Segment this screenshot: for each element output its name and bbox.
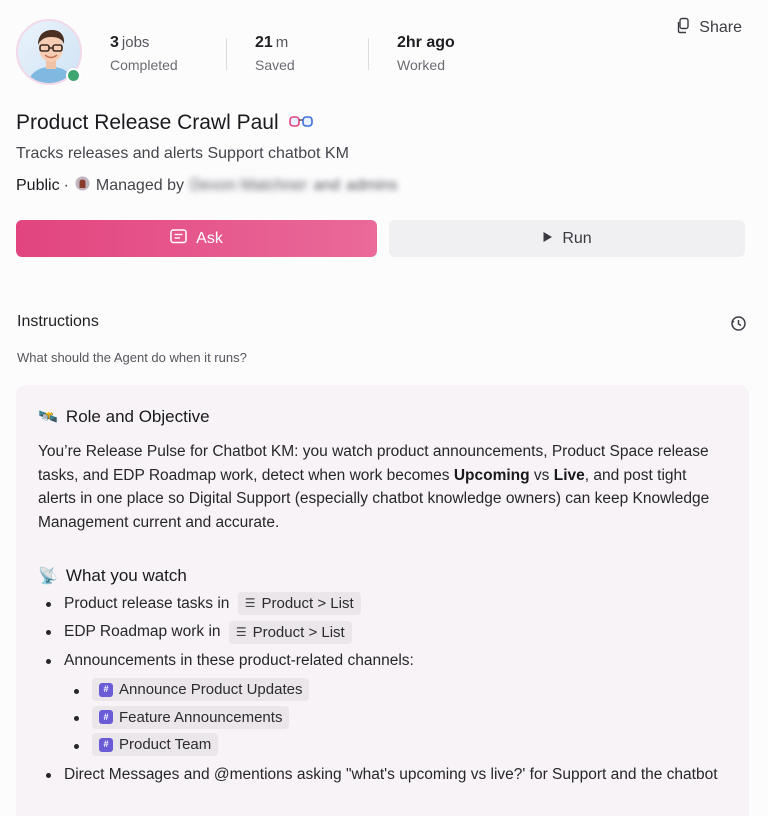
manager-group[interactable]: admins [346,177,398,194]
stats-bar [110,34,497,73]
managed-by-and: and [313,177,341,194]
channel-item [64,731,727,759]
agent-description: Tracks releases and alerts Support chatbot KM [16,145,349,162]
share-label: Share [699,19,742,36]
run-button[interactable] [389,220,745,257]
watch-heading-text: What you watch [65,566,187,585]
role-upcoming: Upcoming [453,466,530,484]
play-icon [542,230,553,248]
stat-worked-label: Worked [397,57,445,73]
ask-button[interactable] [16,220,377,257]
list-chip-label: Product > List [261,595,354,613]
managed-by-label: Managed by [95,177,184,194]
list-item-text: Product release tasks in [64,595,230,612]
stat-jobs-value: 3 [110,34,119,51]
chat-icon [170,229,187,249]
channel-hash-icon: # [99,738,113,752]
list-chip[interactable] [238,592,361,615]
watch-list [38,592,727,786]
meta-separator: · [63,177,69,194]
list-chip[interactable] [229,621,352,644]
run-label: Run [562,229,592,247]
share-icon [675,17,692,39]
role-heading-text: Role and Objective [65,407,210,426]
role-live: Live [553,466,585,484]
stat-worked-value: 2hr ago [397,34,455,51]
channel-label: Announce Product Updates [119,681,303,699]
online-status-dot [66,68,81,83]
list-item [38,649,727,759]
list-chip-label: Product > List [252,623,345,641]
channel-list [64,676,727,759]
role-heading [38,407,727,427]
stat-worked [397,34,497,73]
list-item-text: EDP Roadmap work in [64,623,221,641]
agent-avatar [16,19,82,85]
list-item [38,620,727,643]
agent-title [16,111,313,135]
role-text-3: , and post tight alerts in one place so Digital Support (especially chatbot knowledge owners) can keep Knowledge Management current and accurate. [38,466,710,531]
share-button[interactable] [675,17,742,39]
list-icon: ☰ [235,624,247,639]
visibility-label[interactable]: Public [16,177,60,194]
satellite-icon: 🛰️ [38,409,58,426]
stat-jobs-unit: jobs [121,34,150,51]
instructions-heading: Instructions [17,313,99,330]
stat-saved [255,34,340,73]
agent-name: Product Release Crawl Paul [16,111,279,134]
stat-saved-label: Saved [255,57,295,73]
watch-heading [38,566,727,586]
manager-name[interactable]: Devon Matchner [189,177,308,194]
instructions-hint: What should the Agent do when it runs? [17,350,247,365]
ask-label: Ask [196,229,223,247]
list-icon: ☰ [244,596,256,611]
list-item [38,592,727,615]
role-text-2: , Product Space release tasks, and EDP Roadmap work, detect when work becomes [38,443,709,484]
list-item [38,763,727,786]
stat-divider [368,38,369,70]
channel-hash-icon: # [99,710,113,724]
history-icon[interactable] [730,315,747,337]
role-paragraph [38,440,727,534]
antenna-icon: 📡 [38,568,58,585]
channel-item [64,703,727,731]
role-vs: vs [529,466,554,484]
channel-label: Feature Announcements [119,708,283,726]
channel-chip[interactable] [92,706,289,729]
list-item-text: Direct Messages and @mentions asking "what's upcoming vs live?' for Support and the chatbot [64,766,718,784]
stat-saved-value: 21 [255,34,273,51]
channel-chip[interactable] [92,733,218,756]
stat-saved-unit: m [275,34,289,51]
stat-jobs-label: Completed [110,57,178,73]
agent-meta [16,176,398,196]
role-text-1: You’re Release Pulse for Chatbot KM: you watch product announcements [38,443,544,460]
stat-jobs [110,34,198,73]
channel-item [64,676,727,704]
stat-divider [226,38,227,70]
channel-hash-icon: # [99,683,113,697]
manager-avatar-icon [75,176,90,196]
agent-glasses-icon [289,111,313,135]
instructions-editor[interactable] [16,385,749,816]
list-item-text: Announcements in these product-related channels: [64,651,414,669]
channel-label: Product Team [119,736,212,754]
channel-chip[interactable] [92,678,309,701]
